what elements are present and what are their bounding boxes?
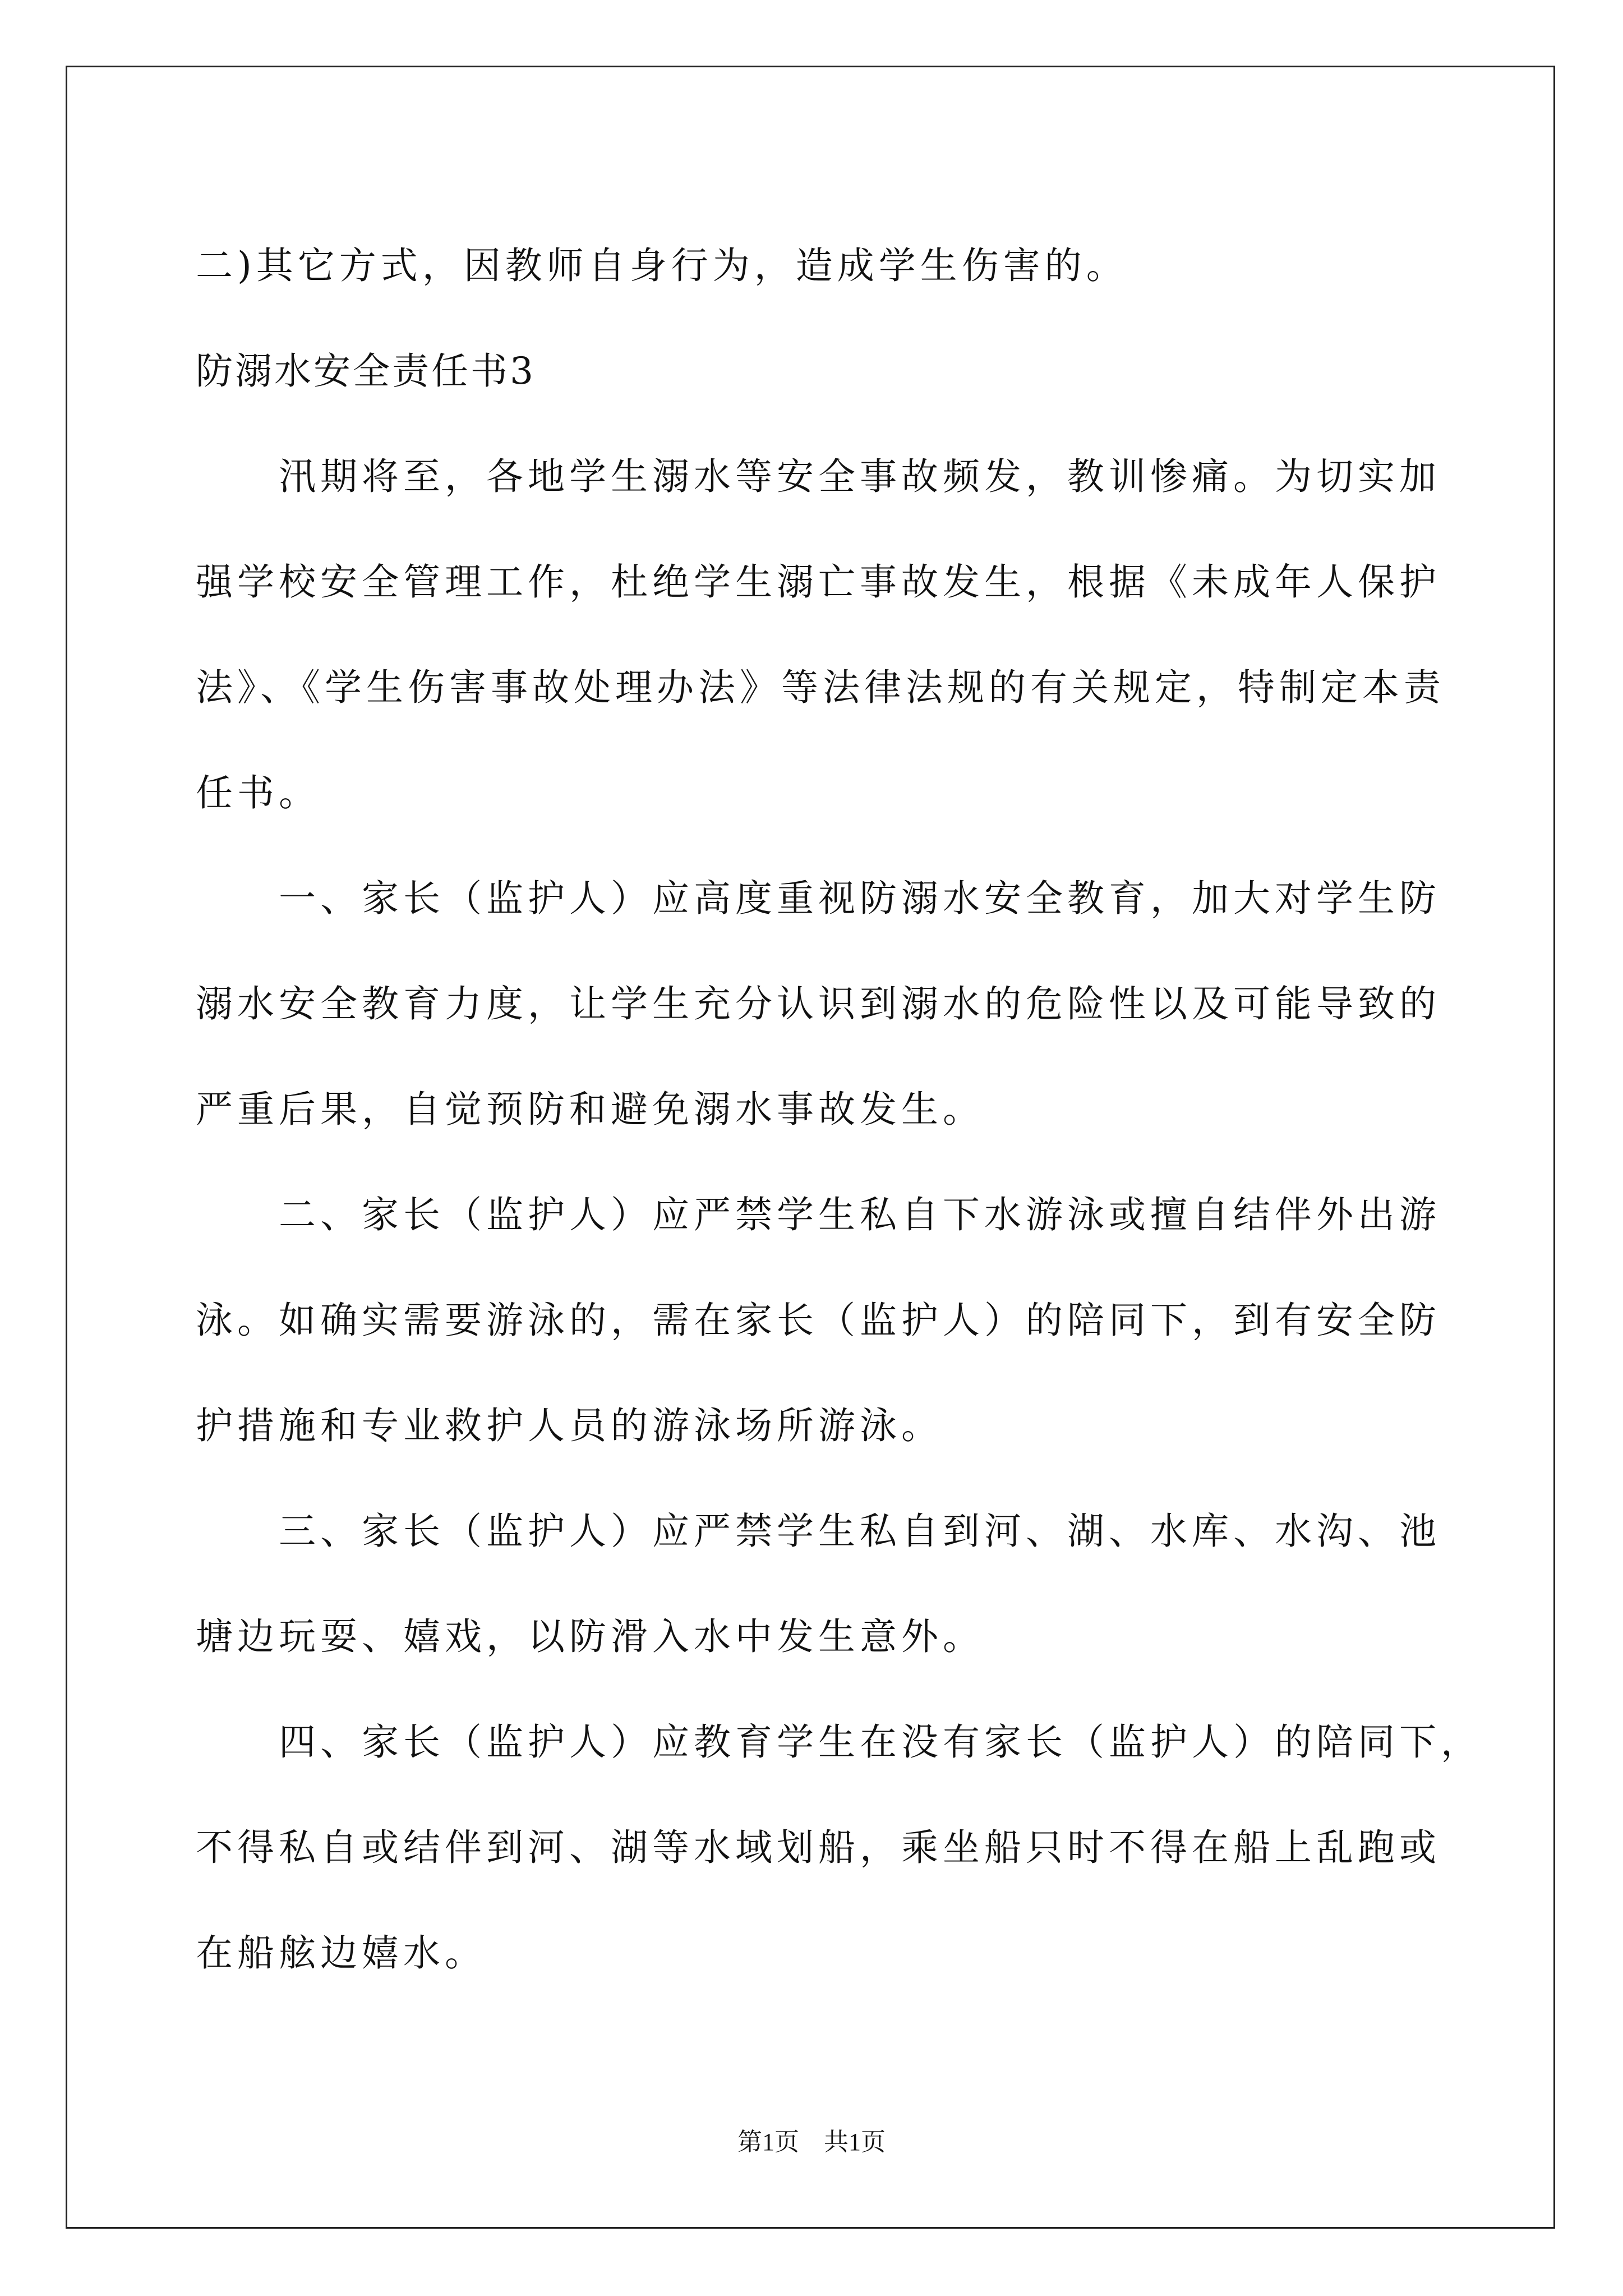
- text-line: 在船舷边嬉水。: [196, 1931, 486, 1975]
- text-line: 任书。: [196, 771, 320, 815]
- text-line: 三、家长（监护人）应严禁学生私自到河、湖、水库、水沟、池: [279, 1510, 1441, 1553]
- text-line: 护措施和专业救护人员的游泳场所游泳。: [196, 1404, 943, 1447]
- text-line: 汛期将至，各地学生溺水等安全事故频发，教训惨痛。为切实加: [279, 455, 1441, 498]
- section-heading: 防溺水安全责任书3: [196, 349, 536, 393]
- text-line: 泳。如确实需要游泳的，需在家长（监护人）的陪同下，到有安全防: [196, 1299, 1441, 1342]
- text-line: 塘边玩耍、嬉戏，以防滑入水中发生意外。: [196, 1615, 984, 1658]
- text-line: 法》、《学生伤害事故处理办法》等法律法规的有关规定，特制定本责: [196, 666, 1445, 709]
- text-line: 不得私自或结伴到河、湖等水域划船，乘坐船只时不得在船上乱跑或: [196, 1826, 1441, 1869]
- text-line: 二)其它方式，因教师自身行为，造成学生伤害的。: [196, 244, 1128, 287]
- text-line: 严重后果，自觉预防和避免溺水事故发生。: [196, 1088, 984, 1131]
- text-line: 一、家长（监护人）应高度重视防溺水安全教育，加大对学生防: [279, 877, 1441, 920]
- text-line: 四、家长（监护人）应教育学生在没有家长（监护人）的陪同下，: [279, 1720, 1482, 1764]
- page-number-footer: 第1页 共1页: [737, 2128, 886, 2156]
- text-line: 二、家长（监护人）应严禁学生私自下水游泳或擅自结伴外出游: [279, 1193, 1441, 1236]
- document-body: [196, 213, 1482, 2006]
- text-line: 强学校安全管理工作，杜绝学生溺亡事故发生，根据《未成年人保护: [196, 560, 1441, 604]
- text-line: 溺水安全教育力度，让学生充分认识到溺水的危险性以及可能导致的: [196, 982, 1441, 1025]
